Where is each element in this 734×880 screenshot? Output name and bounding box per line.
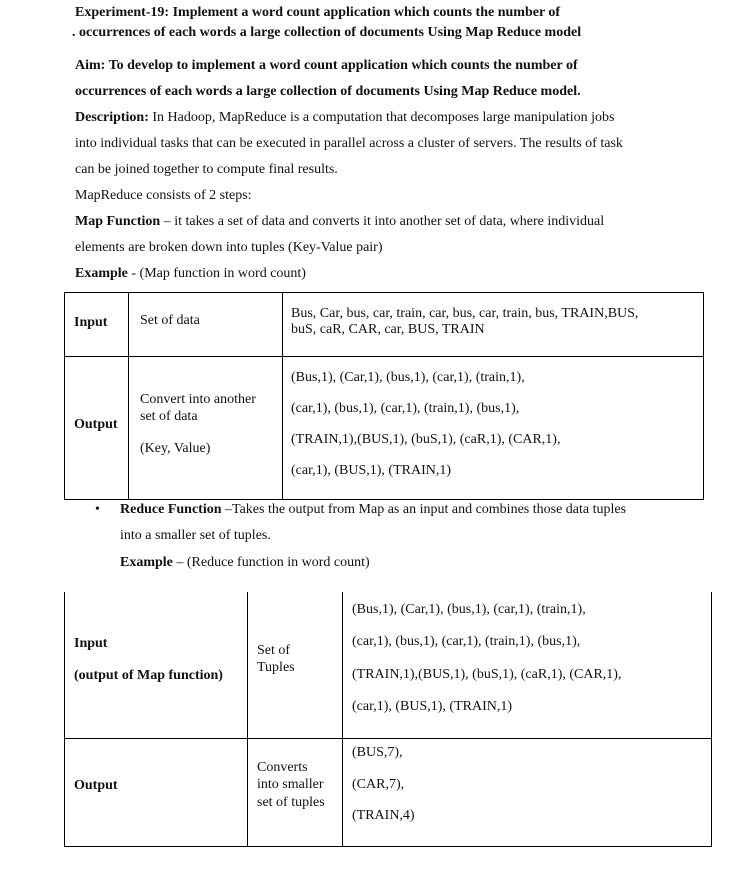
reduce-function-label: Reduce Function — [120, 502, 222, 517]
reduce-function-text: –Takes the output from Map as an input and combines those data tuples — [221, 502, 627, 517]
map-output-label: Output — [74, 417, 118, 432]
reduce-output-desc-line1: Converts — [257, 760, 308, 775]
map-function-line1 — [75, 214, 604, 230]
map-output-data-line: (TRAIN,1),(BUS,1), (buS,1), (caR,1), (CAR,1), — [291, 432, 561, 447]
experiment-title-line1: Experiment-19: Implement a word count application which counts the number of — [75, 5, 561, 20]
reduce-input-desc-line1: Set of — [257, 643, 291, 658]
reduce-input-label-line2: (output of Map function) — [74, 668, 223, 683]
experiment-title-line2: . occurrences of each words a large collection of documents Using Map Reduce model — [72, 25, 582, 40]
reduce-input-data-line: (car,1), (bus,1), (car,1), (train,1), (bus,1), — [352, 634, 581, 649]
map-output-desc-line1: Convert into another — [140, 392, 256, 407]
map-input-data-line1: Bus, Car, bus, car, train, car, bus, car, train, bus, TRAIN,BUS, — [291, 306, 639, 321]
reduce-output-data-line: (TRAIN,4) — [352, 808, 415, 823]
reduce-bullet: • — [95, 502, 100, 517]
map-input-desc: Set of data — [140, 313, 200, 328]
reduce-output-desc-line2: into smaller — [257, 777, 324, 792]
map-function-text: – it takes a set of data and converts it into another set of data, where individual — [160, 214, 605, 229]
aim-line1: Aim: To develop to implement a word count application which counts the number of — [75, 58, 578, 73]
reduce-example-text: – (Reduce function in word count) — [172, 555, 370, 570]
map-output-data-line: (car,1), (BUS,1), (TRAIN,1) — [291, 463, 452, 478]
reduce-function-line1 — [120, 502, 626, 518]
steps-intro: MapReduce consists of 2 steps: — [75, 188, 252, 203]
description-label: Description: — [75, 110, 149, 125]
map-output-desc-line2: set of data — [140, 409, 198, 424]
map-output-desc-line3: (Key, Value) — [140, 441, 211, 456]
map-example-label: Example — [75, 266, 128, 281]
map-output-data-line: (Bus,1), (Car,1), (bus,1), (car,1), (train,1), — [291, 370, 525, 385]
reduce-input-label-line1: Input — [74, 636, 108, 651]
map-function-line2: elements are broken down into tuples (Key-Value pair) — [75, 240, 383, 255]
reduce-example-label: Example — [120, 555, 173, 570]
map-input-label: Input — [74, 315, 108, 330]
reduce-example — [120, 555, 370, 571]
reduce-output-label: Output — [74, 778, 118, 793]
description-text: In Hadoop, MapReduce is a computation that decomposes large manipulation jobs — [148, 110, 615, 125]
map-function-label: Map Function — [75, 214, 161, 229]
map-example — [75, 266, 306, 282]
reduce-input-data-line: (Bus,1), (Car,1), (bus,1), (car,1), (train,1), — [352, 602, 586, 617]
map-example-text: - (Map function in word count) — [127, 266, 306, 281]
reduce-input-data-line: (car,1), (BUS,1), (TRAIN,1) — [352, 699, 513, 714]
reduce-output-desc-line3: set of tuples — [257, 795, 325, 810]
description-line3: can be joined together to compute final results. — [75, 162, 338, 177]
map-output-data-line: (car,1), (bus,1), (car,1), (train,1), (bus,1), — [291, 401, 520, 416]
reduce-output-data-line: (CAR,7), — [352, 777, 405, 792]
map-input-data-line2: buS, caR, CAR, car, BUS, TRAIN — [291, 322, 485, 337]
description-line1 — [75, 110, 614, 126]
description-line2: into individual tasks that can be executed in parallel across a cluster of servers. The results of task — [75, 136, 623, 151]
reduce-output-data-line: (BUS,7), — [352, 745, 403, 760]
reduce-input-data-line: (TRAIN,1),(BUS,1), (buS,1), (caR,1), (CAR,1), — [352, 667, 622, 682]
aim-line2: occurrences of each words a large collection of documents Using Map Reduce model. — [75, 84, 581, 99]
reduce-function-line2: into a smaller set of tuples. — [120, 528, 271, 543]
reduce-input-desc-line2: Tuples — [257, 660, 295, 675]
